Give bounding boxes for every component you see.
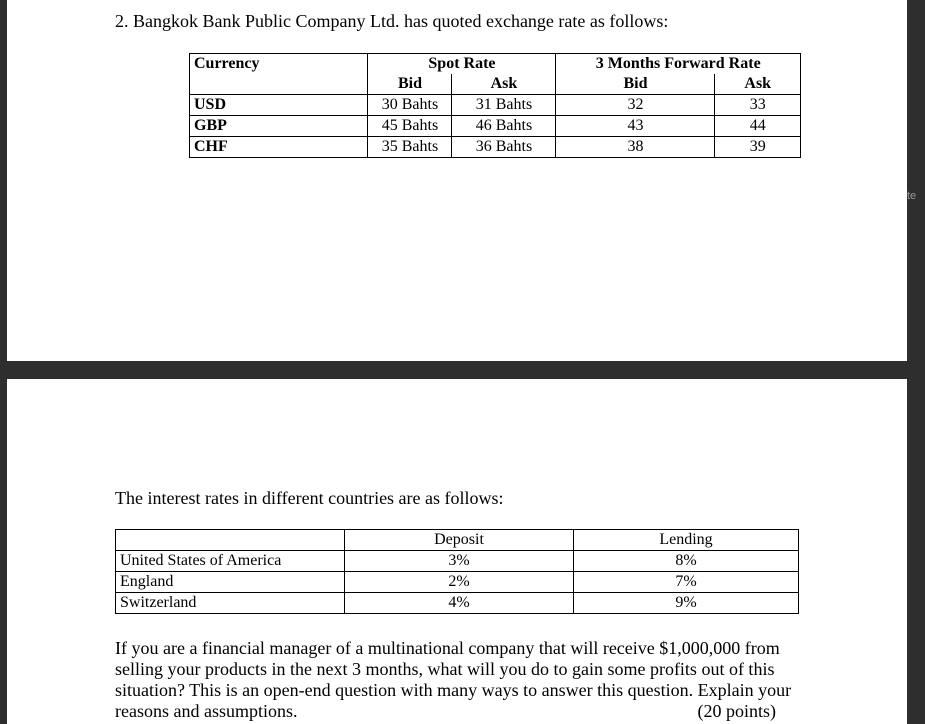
table-header-row — [116, 530, 799, 551]
country-cell: Switzerland — [116, 593, 345, 614]
spot-ask-cell: 46 Bahts — [452, 116, 556, 137]
edge-fragment: te — [907, 190, 917, 202]
currency-header: Currency — [190, 54, 368, 95]
currency-cell: GBP — [190, 116, 368, 137]
table-header-row — [190, 54, 801, 75]
currency-cell: USD — [190, 95, 368, 116]
lending-cell: 9% — [574, 593, 799, 614]
deposit-cell: 3% — [345, 551, 574, 572]
exchange-rate-table — [189, 53, 801, 158]
spot-rate-header: Spot Rate — [368, 54, 556, 75]
document-page-2 — [7, 379, 907, 724]
spot-bid-cell: 30 Bahts — [368, 95, 452, 116]
table-row — [116, 593, 799, 614]
interest-intro: The interest rates in different countries are as follows: — [115, 488, 504, 508]
interest-rate-table — [115, 529, 799, 614]
fwd-bid-cell: 43 — [556, 116, 715, 137]
spot-ask-header: Ask — [452, 74, 556, 95]
country-cell: England — [116, 572, 345, 593]
lending-header: Lending — [574, 530, 799, 551]
lending-cell: 7% — [574, 572, 799, 593]
fwd-ask-cell: 33 — [715, 95, 801, 116]
fwd-bid-header: Bid — [556, 74, 715, 95]
country-cell: United States of America — [116, 551, 345, 572]
spot-ask-cell: 31 Bahts — [452, 95, 556, 116]
fwd-ask-cell: 39 — [715, 137, 801, 158]
deposit-cell: 4% — [345, 593, 574, 614]
country-header-empty — [116, 530, 345, 551]
deposit-cell: 2% — [345, 572, 574, 593]
deposit-header: Deposit — [345, 530, 574, 551]
table-row — [190, 116, 801, 137]
fwd-bid-cell: 38 — [556, 137, 715, 158]
spot-bid-header: Bid — [368, 74, 452, 95]
points-label: (20 points) — [697, 701, 776, 721]
table-row — [116, 551, 799, 572]
fwd-ask-cell: 44 — [715, 116, 801, 137]
spot-bid-cell: 45 Bahts — [368, 116, 452, 137]
fwd-bid-cell: 32 — [556, 95, 715, 116]
currency-cell: CHF — [190, 137, 368, 158]
fwd-ask-header: Ask — [715, 74, 801, 95]
forward-rate-header: 3 Months Forward Rate — [556, 54, 801, 75]
spot-ask-cell: 36 Bahts — [452, 137, 556, 158]
spot-bid-cell: 35 Bahts — [368, 137, 452, 158]
question-prompt: If you are a financial manager of a multinational company that will receive $1,000,000 from selling your products in the next 3 months, what will you do to gain some profits out of this situation? This is an open-end question with many ways to answer this question. Explain your reasons and assumptions. — [115, 638, 792, 721]
table-row — [190, 137, 801, 158]
lending-cell: 8% — [574, 551, 799, 572]
document-page-1 — [7, 0, 907, 361]
table-row — [190, 95, 801, 116]
question-intro: 2. Bangkok Bank Public Company Ltd. has quoted exchange rate as follows: — [115, 11, 669, 31]
table-row — [116, 572, 799, 593]
